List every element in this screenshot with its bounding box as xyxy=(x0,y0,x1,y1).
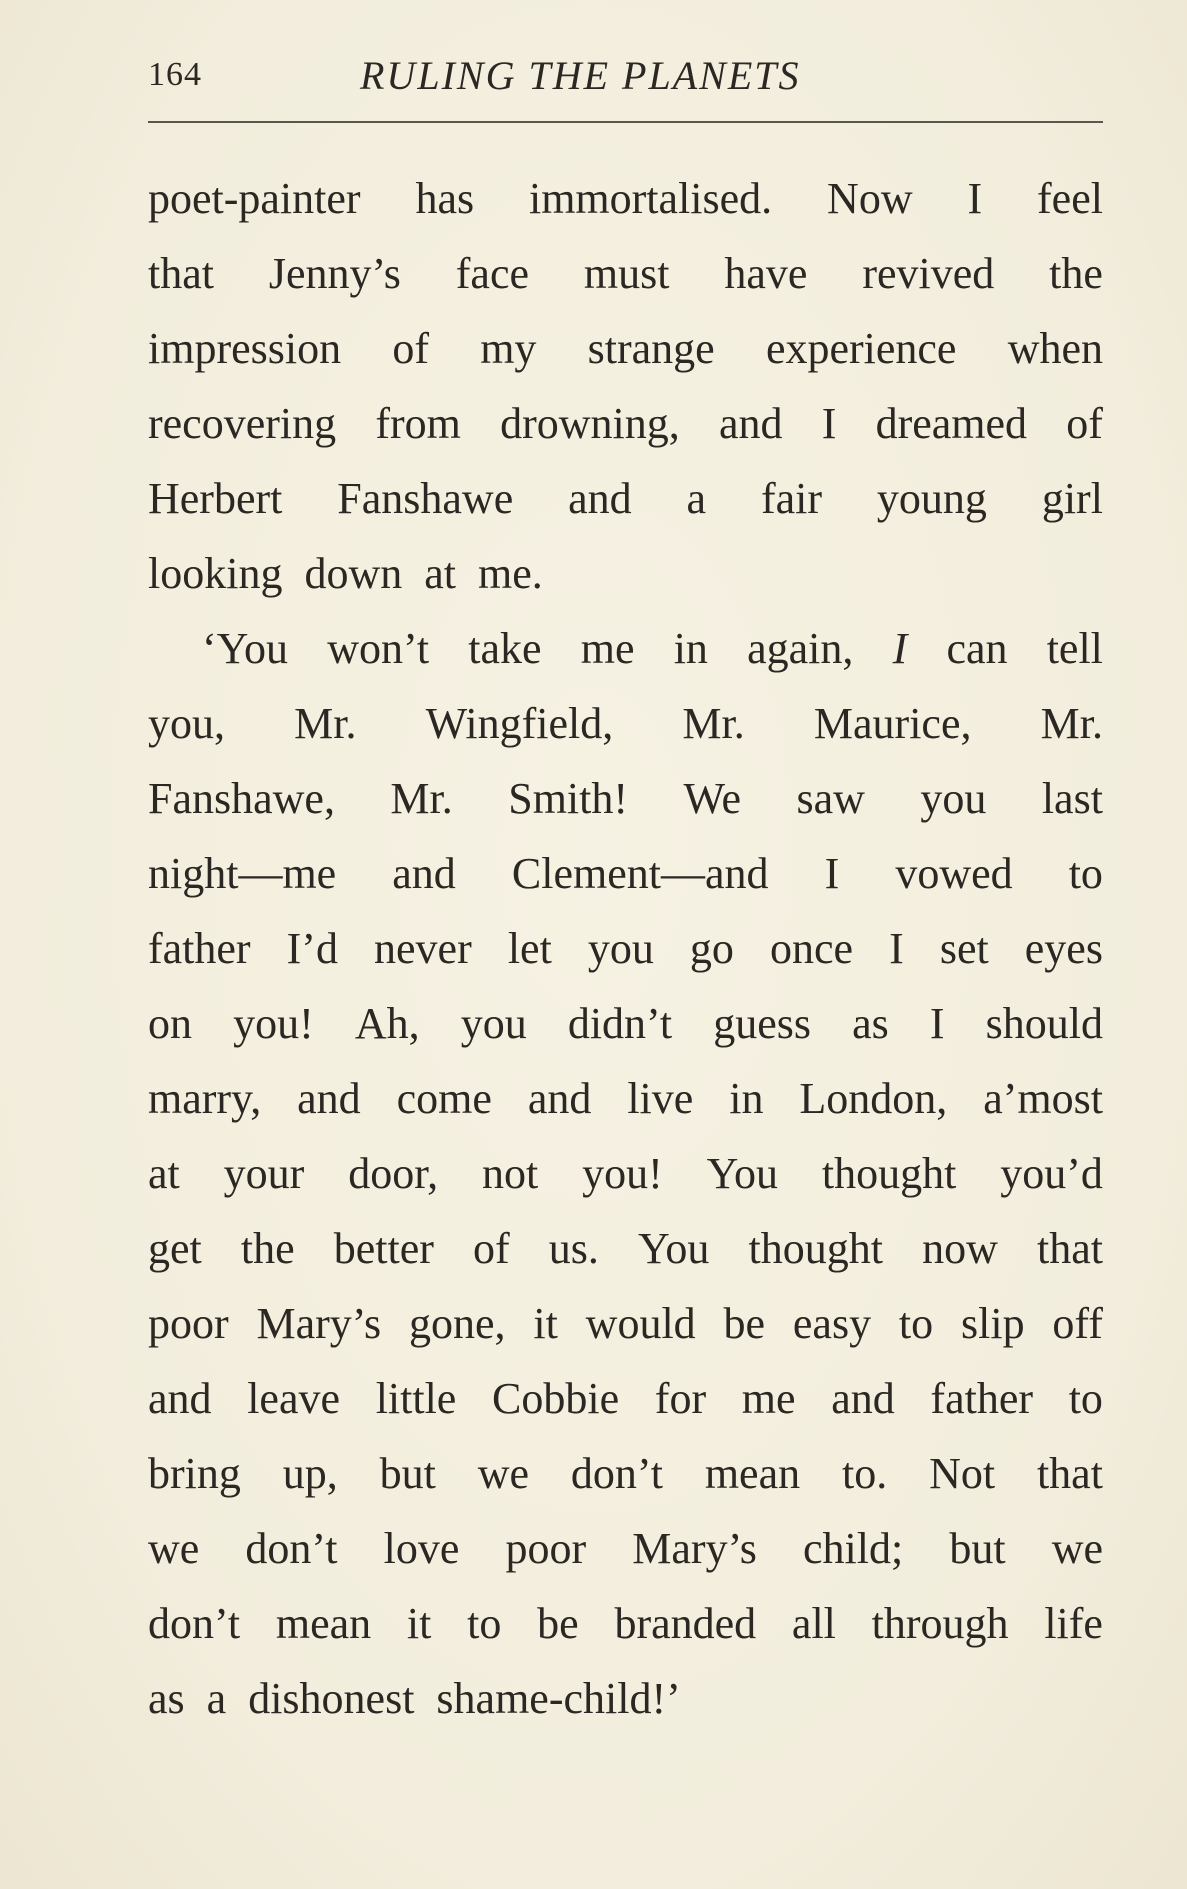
text-line: looking down at me. xyxy=(148,549,543,598)
text-line: as a dishonest shame-child!’ xyxy=(148,1674,681,1723)
text-line: don’t mean it to be branded all through life xyxy=(148,1599,1103,1648)
text-line: father I’d never let you go once I set eyes xyxy=(148,924,1103,973)
text-line: on you! Ah, you didn’t guess as I should xyxy=(148,999,1103,1048)
text-line: and leave little Cobbie for me and father to xyxy=(148,1374,1103,1423)
text-line: bring up, but we don’t mean to. Not that xyxy=(148,1449,1103,1498)
running-title: RULING THE PLANETS xyxy=(360,53,801,98)
text-line: we don’t love poor Mary’s child; but we xyxy=(148,1524,1103,1573)
text-line: poet-painter has immortalised. Now I feel xyxy=(148,174,1103,223)
text-line: Fanshawe, Mr. Smith! We saw you last xyxy=(148,774,1103,823)
text-line: impression of my strange experience when xyxy=(148,324,1103,373)
text-line: at your door, not you! You thought you’d xyxy=(148,1149,1103,1198)
page-number: 164 xyxy=(148,56,202,93)
text-line: recovering from drowning, and I dreamed of xyxy=(148,399,1103,448)
text-line: you, Mr. Wingfield, Mr. Maurice, Mr. xyxy=(148,699,1103,748)
text-line: that Jenny’s face must have revived the xyxy=(148,249,1103,298)
page-header xyxy=(148,52,1103,102)
text-line: marry, and come and live in London, a’most xyxy=(148,1074,1103,1123)
text-line: poor Mary’s gone, it would be easy to slip off xyxy=(148,1299,1103,1348)
text-line: ‘You won’t take me in again, I can tell xyxy=(202,624,1103,673)
text-line: night—me and Clement—and I vowed to xyxy=(148,849,1103,898)
header-rule xyxy=(148,121,1103,123)
body-text xyxy=(148,161,1103,1736)
text-line: Herbert Fanshawe and a fair young girl xyxy=(148,474,1103,523)
text-line: get the better of us. You thought now that xyxy=(148,1224,1103,1273)
